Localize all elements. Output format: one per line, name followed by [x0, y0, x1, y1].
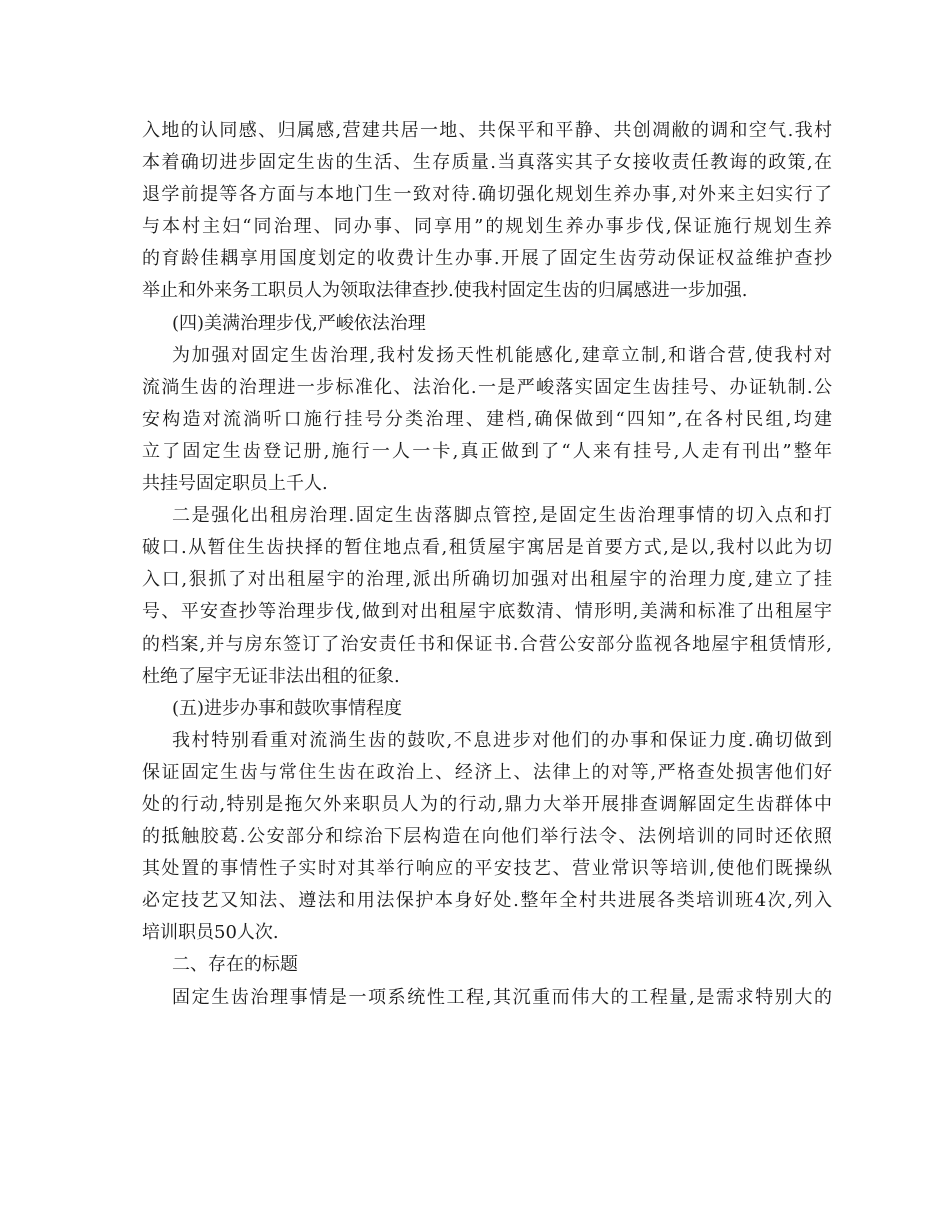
text-line: 退学前提等各方面与本地门生一致对待.确切强化规划生养办事,对外来主妇实行了 — [142, 184, 832, 206]
text-line: 我村特别看重对流淌生齿的鼓吹,不息进步对他们的办事和保证力度.确切做到 — [172, 729, 832, 751]
text-line: 的档案,并与房东签订了治安责任书和保证书.合营公安部分监视各地屋宇租赁情形, — [142, 633, 832, 655]
text-line: 二是强化出租房治理.固定生齿落脚点管控,是固定生齿治理事情的切入点和打 — [172, 505, 832, 527]
text-line: 的育龄佳耦享用国度划定的收费计生办事.开展了固定生齿劳动保证权益维护查抄 — [142, 248, 832, 270]
text-line: 号、平安查抄等治理步伐,做到对出租屋宇底数清、情形明,美满和标准了出租屋宇 — [142, 601, 832, 623]
text-line: 共挂号固定职员上千人. — [142, 473, 328, 495]
text-line: 固定生齿治理事情是一项系统性工程,其沉重而伟大的工程量,是需求特别大的 — [172, 986, 832, 1008]
text-line: 保证固定生齿与常住生齿在政治上、经济上、法律上的对等,严格查处损害他们好 — [142, 761, 832, 783]
text-line: 培训职员50人次. — [142, 922, 279, 944]
text-line: 二、存在的标题 — [172, 954, 298, 976]
text-line: 必定技艺又知法、遵法和用法保护本身好处.整年全村共进展各类培训班4次,列入 — [142, 890, 832, 912]
text-line: 处的行动,特别是拖欠外来职员人为的行动,鼎力大举开展排查调解固定生齿群体中 — [142, 793, 832, 815]
text-line: 流淌生齿的治理进一步标准化、法治化.一是严峻落实固定生齿挂号、办证轨制.公 — [142, 376, 832, 398]
text-line: 入地的认同感、归属感,营建共居一地、共保平和平静、共创凋敝的调和空气.我村 — [142, 120, 832, 141]
text-line: 入口,狠抓了对出租屋宇的治理,派出所确切加强对出租屋宇的治理力度,建立了挂 — [142, 569, 832, 591]
text-line: (五)进步办事和鼓吹事情程度 — [172, 697, 403, 719]
text-line: 的抵触胶葛.公安部分和综治下层构造在向他们举行法令、法例培训的同时还依照 — [142, 826, 832, 848]
text-line: 安构造对流淌听口施行挂号分类治理、建档,确保做到“四知”,在各村民组,均建 — [142, 408, 832, 430]
text-line: 其处置的事情性子实时对其举行响应的平安技艺、营业常识等培训,使他们既操纵 — [142, 858, 832, 880]
text-line: 为加强对固定生齿治理,我村发扬天性机能感化,建章立制,和谐合营,使我村对 — [172, 344, 832, 366]
text-line: 举止和外来务工职员人为领取法律查抄.使我村固定生齿的归属感进一步加强. — [142, 280, 748, 302]
text-line: 破口.从暂住生齿抉择的暂住地点看,租赁屋宇寓居是首要方式,是以,我村以此为切 — [142, 537, 832, 559]
text-line: 立了固定生齿登记册,施行一人一卡,真正做到了“人来有挂号,人走有刊出”整年 — [142, 440, 832, 462]
text-line: 杜绝了屋宇无证非法出租的征象. — [142, 665, 400, 687]
text-line: 与本村主妇“同治理、同办事、同享用”的规划生养办事步伐,保证施行规划生养 — [142, 216, 832, 238]
document-body — [142, 115, 832, 1014]
text-line: 本着确切进步固定生齿的生活、生存质量.当真落实其子女接收责任教诲的政策,在 — [142, 152, 832, 174]
text-line: (四)美满治理步伐,严峻依法治理 — [172, 312, 426, 334]
